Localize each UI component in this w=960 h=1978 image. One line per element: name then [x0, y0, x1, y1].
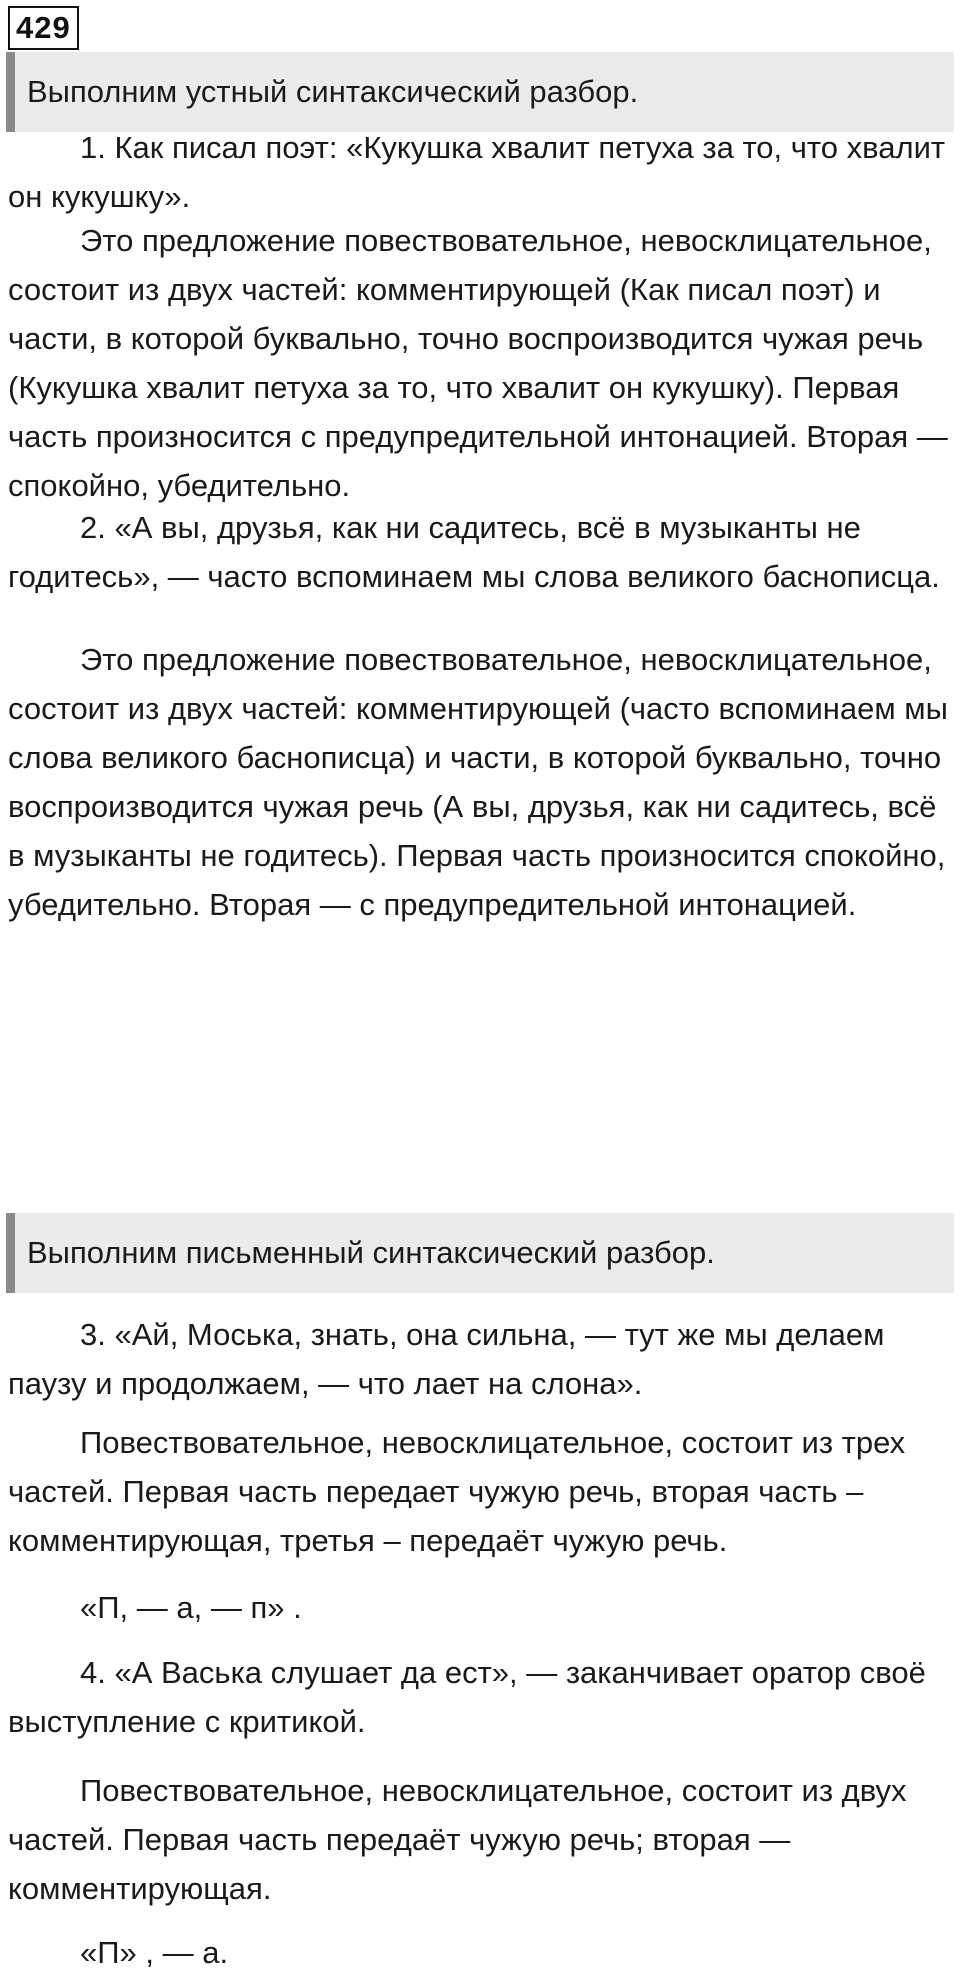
example-sentence-2: 2. «А вы, друзья, как ни садитесь, всё в музыканты не годитесь», — часто вспоминаем мы слова великого баснописца.	[8, 510, 940, 594]
analysis-4: Повествовательное, невосклицательное, состоит из двух частей. Первая часть передаёт чужую речь; вторая — комментирующая.	[8, 1773, 907, 1906]
analysis-1: Это предложение повествовательное, невосклицательное, состоит из двух частей: комментирующей (Как писал поэт) и части, в которой буквально, точно воспроизводится чужая речь (Кукушка хвалит петуха за то, что хвалит он кукушку). Первая часть произносится с предупредительной интонацией. Вторая — спокойно, убедительно.	[8, 223, 948, 503]
exercise-number: 429	[8, 6, 79, 50]
scheme-3: «П, — а, — п» .	[80, 1590, 302, 1625]
oral-analysis-header: Выполним устный синтаксический разбор.	[6, 52, 954, 132]
example-sentence-1: 1. Как писал поэт: «Кукушка хвалит петуха за то, что хвалит он кукушку».	[8, 130, 946, 214]
example-sentence-4: 4. «А Васька слушает да ест», — заканчивает оратор своё выступление с критикой.	[8, 1655, 926, 1739]
example-sentence-3: 3. «Ай, Моська, знать, она сильна, — тут же мы делаем паузу и продолжаем, — что лает на слона».	[8, 1317, 885, 1401]
written-analysis-header: Выполним письменный синтаксический разбор.	[6, 1213, 954, 1293]
analysis-2: Это предложение повествовательное, невосклицательное, состоит из двух частей: комментирующей (часто вспоминаем мы слова великого баснописца) и части, в которой буквально, точно воспроизводится чужая речь (А вы, друзья, как ни садитесь, всё в музыканты не годитесь). Первая часть произносится спокойно, убедительно. Вторая — с предупредительной интонацией.	[8, 642, 948, 922]
analysis-3: Повествовательное, невосклицательное, состоит из трех частей. Первая часть передает чужую речь, вторая часть – комментирующая, третья – передаёт чужую речь.	[8, 1425, 906, 1558]
scheme-4: «П» , — а.	[80, 1935, 229, 1970]
